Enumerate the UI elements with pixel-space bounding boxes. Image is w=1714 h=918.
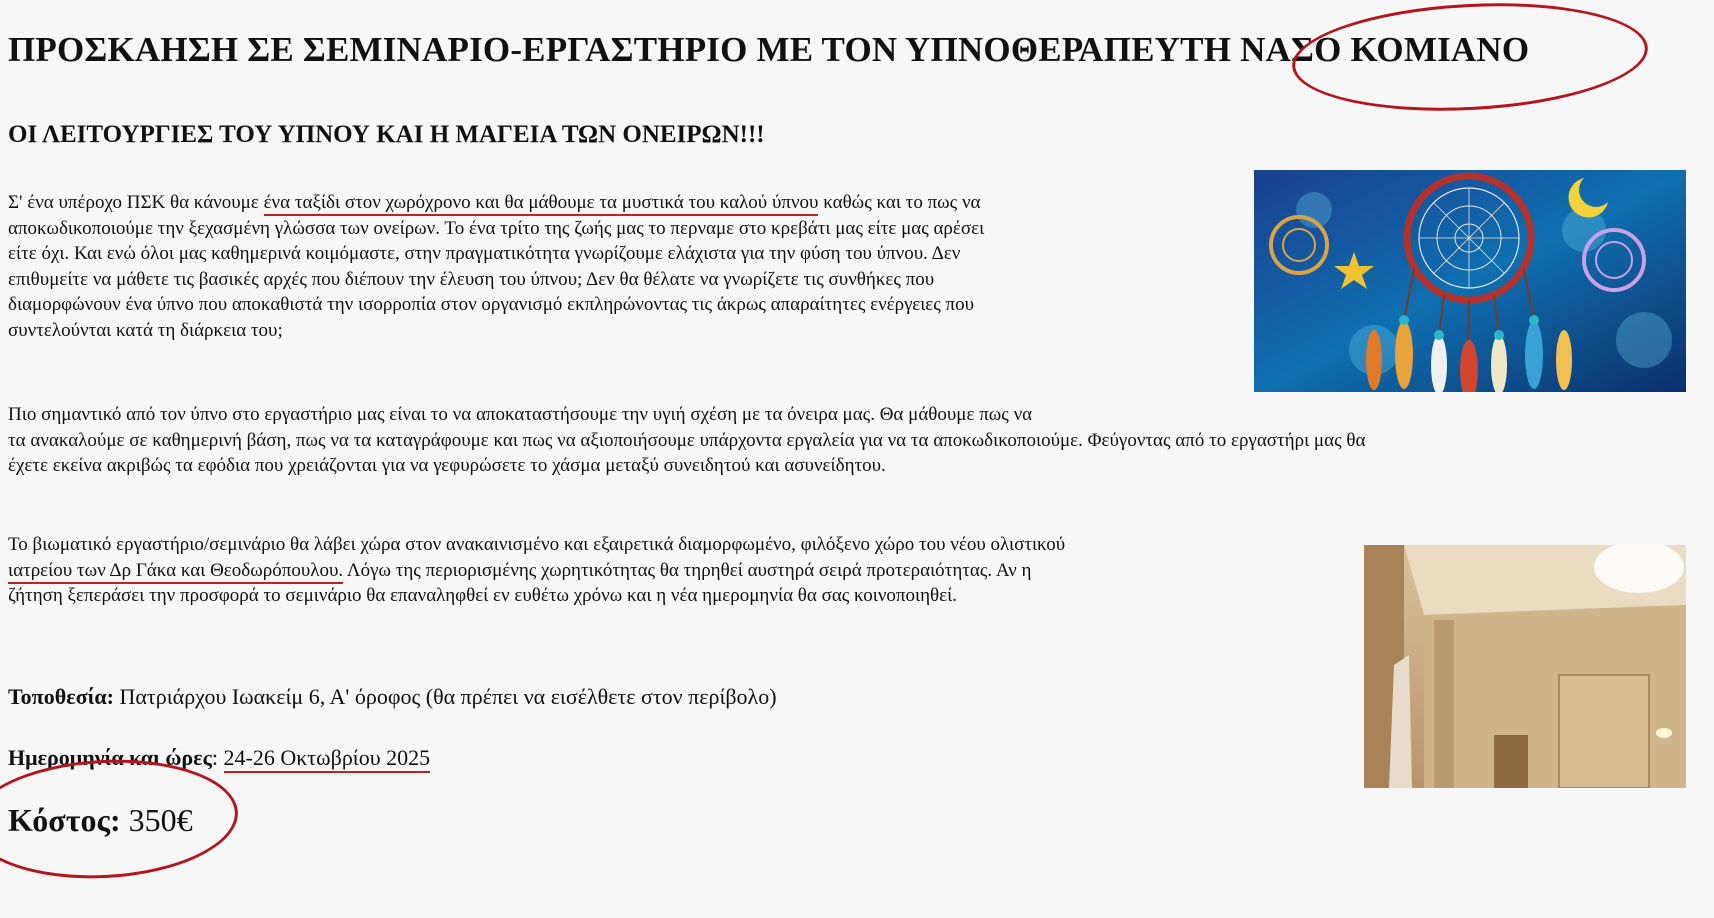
paragraph-line: επιθυμείτε να μάθετε τις βασικές αρχές που διέπουν την έλευση του ύπνου; Δεν θα θέλατε να γνωρίζετε τις συνθήκες που [8, 268, 935, 290]
dreamcatcher-illustration [1254, 170, 1686, 392]
cost-value: 350€ [120, 802, 193, 838]
paragraph-line: αποκωδικοποιούμε την ξεχασμένη γλώσσα των ονείρων. Το ένα τρίτο της ζωής μας το περναμε στο κρεβάτι μας είτε μας αρέσει [8, 217, 985, 239]
dreamcatcher-image [1254, 170, 1686, 392]
text-span: καθώς και το πως να [818, 192, 981, 213]
paragraph-line: διαμορφώνουν ένα ύπνο που αποκαθιστά την ισορροπία στον οργανισμό εκπληρώνοντας τις άκρως απαραίτητες ενέργειες που [8, 294, 975, 315]
page-title [8, 30, 1529, 70]
underlined-phrase: ιατρείου των Δρ Γάκα και Θεοδωρόπουλου. [8, 560, 343, 584]
therapist-name: ΝΑΣΟ ΚΟΜΙΑΝΟ [1240, 30, 1530, 69]
paragraph-line: είτε όχι. Και ενώ όλοι μας καθημερινά κοιμόμαστε, στην πραγματικότητα γνωρίζουμε ελάχιστα για την φύση του ύπνου. Δεν [8, 243, 961, 264]
page-subtitle: ΟΙ ΛΕΙΤΟΥΡΓΙΕΣ ΤΟΥ ΥΠΝΟΥ ΚΑΙ Η ΜΑΓΕΙΑ ΤΩΝ ΟΝΕΙΡΩΝ!!! [8, 121, 765, 148]
venue-paragraph [8, 532, 1368, 609]
cost-line [8, 802, 193, 839]
paragraph-line [8, 190, 1253, 216]
text-span: Σ' ένα υπέροχο ΠΣΚ θα κάνουμε [8, 192, 264, 213]
paragraph-line: συντελούνται κατά τη διάρκεια του; [8, 319, 283, 341]
location-value: Πατριάρχου Ιωακείμ 6, Α' όροφος (θα πρέπει να εισέλθετε στον περίβολο) [114, 684, 777, 709]
title-text: ΠΡΟΣΚΑΗΣΗ ΣΕ ΣΕΜΙΝΑΡΙΟ-ΕΡΓΑΣΤΗΡΙΟ ΜΕ ΤΟΝ ΥΠΝΟΘΕΡΑΠΕΥΤΗ [8, 30, 1232, 69]
paragraph-line [8, 558, 1368, 584]
intro-paragraph [8, 190, 1253, 343]
paragraph-line: Το βιωματικό εργαστήριο/σεμινάριο θα λάβει χώρα στον ανακαινισμένο και εξαιρετικά διαμορφωμένο, φιλόξενο χώρο του νέου ολιστικού [8, 534, 1066, 555]
clinic-room-photo [1364, 545, 1686, 788]
paragraph-line: ζήτηση ξεπεράσει την προσφορά το σεμινάριο θα επαναληφθεί εν ευθέτω χρόνω και η νέα ημερομηνία θα σας κοινοποιηθεί. [8, 585, 957, 606]
text-span: Λόγω της περιορισμένης χωρητικότητας θα τηρηθεί αυστηρά σειρά προτεραιότητας. Αν η [343, 559, 1032, 581]
location-line [8, 684, 777, 710]
paragraph-line: τα ανακαλούμε σε καθημερινή βάση, πως να τα καταγράφουμε και πως να αξιοποιήσουμε υπάρχοντα εργαλεία για να τα αποκωδικοποιούμε. Φεύγοντας από το εργαστήρι μας θα [8, 429, 1366, 451]
cost-label: Κόστος: [8, 802, 121, 838]
clinic-room-image [1364, 545, 1686, 788]
location-label: Τοποθεσία: [8, 684, 115, 709]
paragraph-line: έχετε εκείνα ακριβώς τα εφόδια που χρειάζονται για να γεφυρώσετε το χάσμα μεταξύ συνειδητού και ασυνείδητου. [8, 455, 886, 476]
underlined-phrase: ένα ταξίδι στον χωρόχρονο και θα μάθουμε τα μυστικά του καλού ύπνου [264, 192, 819, 216]
date-separator: : [211, 745, 224, 770]
date-line [8, 745, 430, 771]
paragraph-line: Πιο σημαντικό από τον ύπνο στο εργαστήριο μας είναι το να αποκαταστήσουμε την υγιή σχέση με τα όνειρα μας. Θα μάθουμε πως να [8, 404, 1033, 425]
date-value: 24-26 Οκτωβρίου 2025 [224, 745, 431, 773]
dreams-paragraph [8, 402, 1698, 479]
date-label: Ημερομηνία και ώρες [8, 745, 212, 770]
